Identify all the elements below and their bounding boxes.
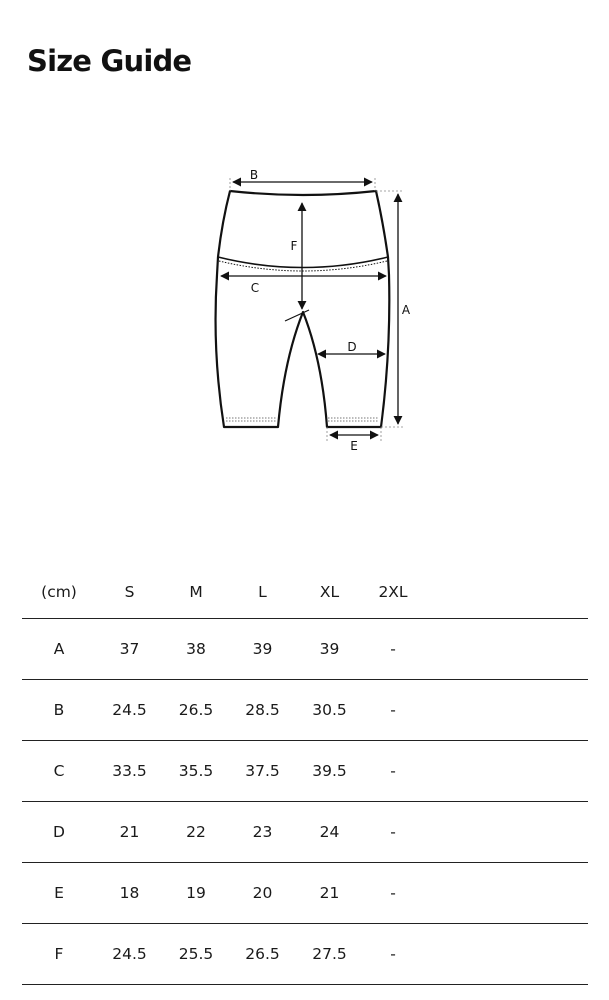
table-cell: - — [363, 802, 423, 863]
row-label: F — [22, 924, 96, 985]
table-cell: 26.5 — [163, 680, 229, 741]
table-cell: 18 — [96, 863, 163, 924]
table-cell: 37 — [96, 619, 163, 680]
table-row — [22, 802, 588, 863]
table-cell: 21 — [96, 802, 163, 863]
table-cell: 22 — [163, 802, 229, 863]
table-cell: 39 — [296, 619, 363, 680]
table-cell: 30.5 — [296, 680, 363, 741]
table-cell: - — [363, 680, 423, 741]
row-label: E — [22, 863, 96, 924]
table-cell: 37.5 — [229, 741, 296, 802]
size-header: S — [124, 583, 135, 601]
table-cell: - — [363, 619, 423, 680]
row-label: B — [22, 680, 96, 741]
row-label: D — [22, 802, 96, 863]
table-cell: 23 — [229, 802, 296, 863]
table-cell: 24.5 — [96, 680, 163, 741]
label-a: A — [401, 303, 411, 317]
table-cell: - — [363, 924, 423, 985]
size-header: M — [189, 583, 203, 601]
table-cell: 33.5 — [96, 741, 163, 802]
table-cell: 39.5 — [296, 741, 363, 802]
table-row — [22, 924, 588, 985]
label-d: D — [347, 340, 357, 354]
table-cell: 26.5 — [229, 924, 296, 985]
table-cell: 19 — [163, 863, 229, 924]
table-cell: 20 — [229, 863, 296, 924]
table-cell: 24.5 — [96, 924, 163, 985]
table-cell: 27.5 — [296, 924, 363, 985]
table-cell: 24 — [296, 802, 363, 863]
label-b: B — [249, 168, 259, 182]
table-row — [22, 741, 588, 802]
table-cell: 21 — [296, 863, 363, 924]
label-c: C — [250, 281, 260, 295]
table-row — [22, 619, 588, 680]
row-label: A — [22, 619, 96, 680]
unit-header: (cm) — [41, 583, 77, 601]
table-cell: 25.5 — [163, 924, 229, 985]
table-header-row — [22, 566, 588, 619]
label-f: F — [290, 239, 298, 253]
table-row — [22, 863, 588, 924]
table-row — [22, 680, 588, 741]
label-e: E — [350, 439, 358, 453]
size-header: 2XL — [378, 583, 408, 601]
table-cell: 39 — [229, 619, 296, 680]
table-cell: - — [363, 863, 423, 924]
table-cell: - — [363, 741, 423, 802]
size-header: XL — [319, 583, 340, 601]
table-cell: 28.5 — [229, 680, 296, 741]
table-cell: 35.5 — [163, 741, 229, 802]
size-header: L — [258, 583, 267, 601]
table-cell: 38 — [163, 619, 229, 680]
row-label: C — [22, 741, 96, 802]
size-table — [22, 566, 588, 985]
page-title: Size Guide — [27, 44, 192, 78]
